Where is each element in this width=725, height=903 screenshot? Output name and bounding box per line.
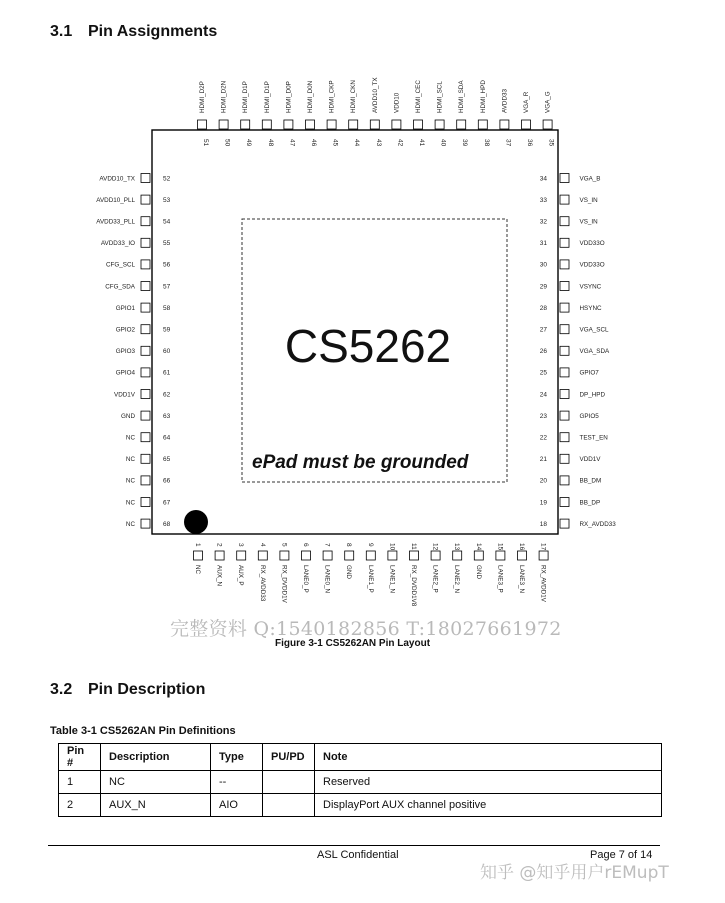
pin-label: HDMI_CKP [328,80,336,113]
pin-number: 41 [418,139,425,147]
cell-pupd [263,794,315,817]
pin-number: 62 [163,391,171,399]
bottom-pin-row [194,543,549,607]
pin [410,543,419,607]
pin [453,543,462,593]
pin [457,80,469,147]
header-description: Description [101,744,211,771]
pin-number: 54 [163,218,171,226]
cell-description: AUX_N [101,794,211,817]
pin-label: LANE1_P [366,565,374,593]
pin [518,543,527,593]
pin-number: 13 [453,543,461,551]
pin-label: GPIO3 [115,348,135,356]
pin [345,543,354,579]
pin-number: 19 [539,499,547,507]
pin-label: VDD10 [393,92,401,113]
footer-confidential: ASL Confidential [317,849,399,861]
pin-number: 12 [431,543,439,551]
pin-label: AVDD33 [501,88,509,113]
pin-number: 42 [396,139,404,147]
pin-number: 29 [539,283,547,291]
pin-label: RX_AVDD33 [258,565,266,602]
pin [105,282,170,291]
pin [101,238,171,247]
table-row [59,771,662,794]
pin-label: VGA_SDA [579,348,610,356]
pin-number: 7 [323,543,331,547]
pin [496,543,505,593]
cell-pin: 2 [59,794,101,817]
pin-number: 61 [163,369,171,377]
pin-number: 32 [539,218,547,226]
pin-label: RX_DVDD1V8 [410,565,417,607]
cell-note: Reserved [315,771,662,794]
pin [500,88,512,146]
pin-label: GPIO7 [579,369,599,377]
pin-number: 26 [539,348,547,356]
pin-label: HDMI_D0N [307,80,314,113]
pin-label: GPIO4 [115,369,135,377]
pin [540,346,610,355]
pin-label: VGA_G [544,91,552,113]
pin-label: VSYNC [579,283,602,291]
pin [540,217,598,226]
pin-label: LANE3_P [496,565,504,593]
pin [198,81,210,146]
pin [306,80,318,146]
pin-label: HDMI_D2P [199,81,206,113]
pin-number: 68 [163,520,171,528]
pin [126,476,171,485]
pin [540,498,600,507]
pin-number: 14 [474,543,482,551]
pin-label: LANE2_P [431,565,439,593]
epad-note: ePad must be grounded [252,452,469,473]
pin-number: 15 [496,543,504,551]
pin-label: AVDD33_PLL [96,218,135,226]
header-type: Type [211,744,263,771]
figure-caption: Figure 3-1 CS5262AN Pin Layout [275,638,431,649]
pin-label: HDMI_D0P [285,81,293,113]
cell-type: AIO [211,794,263,817]
pin [540,519,617,528]
section-number: 3.1 [50,23,73,40]
pin-number: 66 [163,477,171,485]
pin [540,195,598,204]
pin-label: AVDD10_TX [99,175,135,183]
pin-label: TEST_EN [579,434,608,442]
pin-number: 20 [539,477,547,485]
pin-label: GND [474,565,482,579]
footer-divider [48,845,660,846]
pin-number: 52 [163,175,171,183]
pin-number: 65 [163,456,171,464]
pin-number: 64 [163,434,171,442]
pin-label: HDMI_CEC [415,80,422,113]
pin [522,91,534,146]
table-row [59,794,662,817]
pin [262,81,274,146]
pin-number: 56 [163,261,171,269]
pin-number: 49 [245,139,253,147]
pin-number: 36 [526,139,533,147]
chip-name: CS5262 [284,320,452,372]
pin [539,543,548,603]
pin-label: HDMI_CKN [350,80,358,113]
pin-label: VDD1V [579,456,601,464]
pin-number: 11 [410,543,417,550]
cell-pupd [263,771,315,794]
pin [540,411,599,420]
pin-label: VDD33O [579,240,605,248]
pin [540,260,605,269]
pin-number: 18 [539,520,547,528]
pin [126,519,171,528]
pin-label: NC [125,477,135,485]
pin [126,433,171,442]
pin-label: AUX_N [215,565,223,586]
pin-number: 55 [163,240,171,248]
pin [194,543,203,575]
pin-label: CFG_SCL [105,261,135,269]
top-pin-row [198,77,555,147]
pin-label: NC [125,499,135,507]
pin [366,543,375,593]
pin [540,433,609,442]
pin [284,81,296,146]
pin [388,543,397,593]
pin-label: VGA_B [579,175,601,183]
pin-number: 50 [223,139,231,147]
pin [478,80,490,147]
pin [116,346,171,355]
pin [349,80,361,147]
pin-number: 23 [539,412,547,420]
pin [392,92,404,146]
pin-label: HDMI_D1P [263,81,271,113]
pin [540,174,601,183]
pin-label: GPIO5 [579,412,599,420]
pin-number: 5 [280,543,288,547]
pin-label: HDMI_SDA [458,80,466,113]
pin-number: 47 [288,139,296,147]
pin-label: RX_DVDD1V [280,565,288,603]
pin [540,368,599,377]
pin-number: 24 [539,391,547,399]
section-title: Pin Assignments [88,23,218,40]
pin-label: AVDD10_TX [371,77,379,113]
pin-label: NC [194,565,201,575]
contact-watermark: 完整资料 Q:1540182856 T:18027661972 [170,618,562,640]
pin-label: VS_IN [579,218,598,226]
pin-number: 38 [482,139,490,147]
cell-description: NC [101,771,211,794]
pin [280,543,289,604]
header-note: Note [315,744,662,771]
pin [543,91,555,146]
pin-number: 53 [163,196,171,204]
pin-number: 60 [163,348,171,356]
pin-number: 63 [163,412,171,420]
pin-number: 57 [163,283,171,291]
pin-label: NC [125,434,135,442]
pin [540,476,601,485]
pin [99,174,170,183]
pin [327,80,339,146]
header-pupd: PU/PD [263,744,315,771]
pin-number: 33 [539,196,547,204]
footer-page-number: Page 7 of 14 [590,849,653,861]
pin-number: 34 [539,175,547,183]
pin-label: GPIO2 [115,326,135,334]
pin-label: DP_HPD [579,391,606,399]
pin [540,390,606,399]
pin-number: 27 [539,326,547,334]
left-pin-column [96,174,170,529]
pin [96,217,170,226]
pin-number: 31 [539,240,547,248]
pin [435,81,447,147]
pin-label: GND [345,565,353,579]
pin1-indicator-dot [184,510,208,534]
pin [540,303,602,312]
pin-label: GND [121,412,135,420]
pin [219,80,231,146]
pin [540,454,602,463]
pin-number: 30 [539,261,547,269]
table-header-row [59,744,662,771]
pin-number: 43 [374,139,382,147]
pin-label: LANE0_P [302,565,309,593]
pin-label: VGA_SCL [579,326,609,334]
pin-number: 44 [353,139,361,147]
pin-number: 4 [258,543,266,547]
section-number: 3.2 [50,681,73,698]
pin-label: VGA_R [523,91,530,113]
pin [116,325,171,334]
pin-label: LANE3_N [518,565,525,594]
right-pin-column [540,174,617,529]
pin-label: LANE1_N [388,565,396,594]
pin [540,238,605,247]
pin-label: AUX_P [237,565,245,586]
pin-label: BB_DM [579,477,602,485]
pin-label: HSYNC [579,304,602,312]
pin-label: AVDD33_IO [100,240,135,248]
pin-label: BB_DP [579,499,601,507]
pin-label: LANE0_N [323,565,331,594]
pin-label: VDD33O [579,261,605,269]
pin [96,195,170,204]
section-heading-pin-description [50,681,205,699]
pin-number: 22 [539,434,547,442]
pin [114,390,171,399]
pin-number: 16 [518,543,525,551]
pin-number: 59 [163,326,171,334]
pin-number: 17 [539,543,547,551]
pin [126,498,171,507]
pin-label: HDMI_SCL [436,81,444,113]
pin [258,543,267,602]
pin-label: RX_AVDD33 [579,520,616,528]
pin [121,411,171,420]
pin [302,543,311,593]
pin [126,454,171,463]
pin-label: GPIO1 [115,304,135,312]
pin-number: 39 [461,139,469,147]
pin-number: 58 [163,304,171,312]
pin-number: 8 [345,543,353,547]
pin-number: 48 [266,139,274,147]
cell-note: DisplayPort AUX channel positive [315,794,662,817]
table-caption: Table 3-1 CS5262AN Pin Definitions [50,725,236,737]
pin [215,543,224,586]
pin-label: HDMI_D1P [242,81,250,113]
pin-number: 1 [194,543,201,547]
pin-label: CFG_SDA [105,283,135,291]
pin-definitions-table [58,743,662,817]
cell-type: -- [211,771,263,794]
pin-label: LANE2_N [453,565,461,594]
pin-label: VDD1V [114,391,135,399]
cell-pin: 1 [59,771,101,794]
pin [106,260,171,269]
pin [116,368,171,377]
pin-number: 46 [310,139,317,147]
pin [323,543,332,593]
pin [414,80,426,147]
pin [241,81,253,146]
pin-label: NC [125,456,135,464]
pin [370,77,382,147]
pin-number: 2 [215,543,223,547]
pin-number: 51 [202,139,209,147]
pin-label: HDMI_D2N [220,80,228,113]
pin-label: NC [125,520,135,528]
pin-number: 28 [539,304,547,312]
pin-number: 25 [539,369,547,377]
pin-number: 21 [539,456,547,464]
pin [540,325,609,334]
pin-number: 6 [302,543,309,547]
pin-number: 9 [366,543,374,547]
pin-number: 37 [504,139,512,147]
corner-watermark: 知乎 @知乎用户rEMupT [480,863,669,883]
pin-number: 40 [439,139,447,147]
section-title: Pin Description [88,681,206,698]
pin-number: 45 [331,139,339,147]
pin [540,282,602,291]
pin [116,303,171,312]
pin-label: RX_AVDD1V [539,565,547,602]
pin-number: 35 [547,139,555,147]
pin [237,543,246,586]
pin-number: 3 [237,543,245,547]
pin-label: AVDD10_PLL [96,196,135,204]
pin-number: 10 [388,543,396,551]
pin-label: VS_IN [579,196,598,204]
pin-label: HDMI_HPD [479,80,487,113]
pin-number: 67 [163,499,171,507]
header-pin: Pin # [59,744,101,771]
pin [431,543,440,593]
pin [474,543,483,579]
